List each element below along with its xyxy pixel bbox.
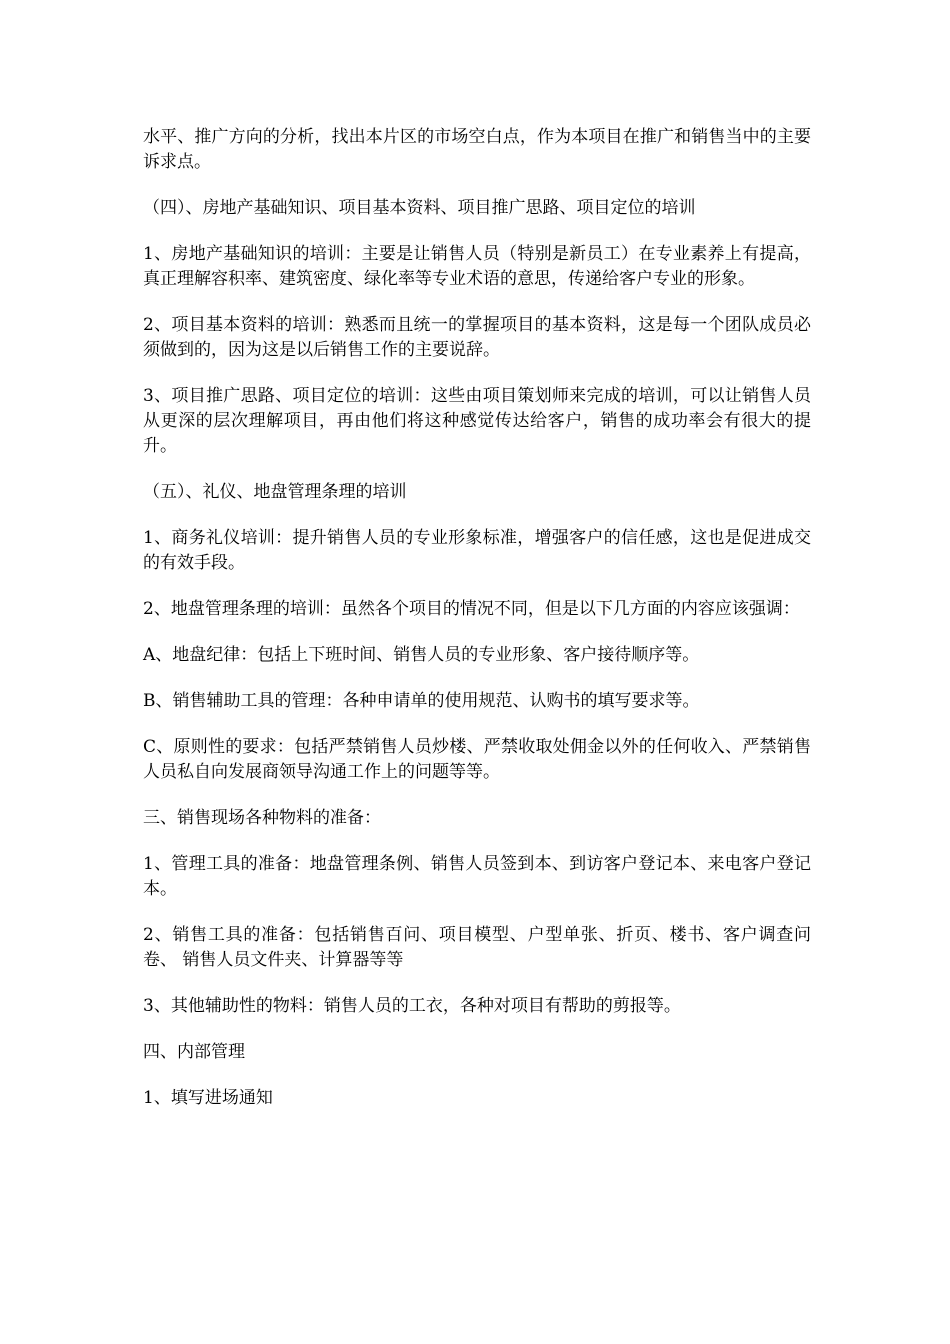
list-item-principle-requirements: C、原则性的要求：包括严禁销售人员炒楼、严禁收取处佣金以外的任何收入、严禁销售人员私自向发展商领导沟通工作上的问题等等。: [143, 737, 811, 782]
list-item-site-discipline: A、地盘纪律：包括上下班时间、销售人员的专业形象、客户接待顺序等。: [143, 645, 700, 665]
paragraph-real-estate-basics-training: 1、房地产基础知识的培训：主要是让销售人员（特别是新员工）在专业素养上有提高，真正理解容积率、建筑密度、绿化率等专业术语的意思，传递给客户专业的形象。: [143, 244, 811, 289]
paragraph-management-tools: 1、管理工具的准备：地盘管理条例、销售人员签到本、到访客户登记本、来电客户登记本。: [143, 854, 811, 899]
list-item-sales-tools-management: B、销售辅助工具的管理：各种申请单的使用规范、认购书的填写要求等。: [143, 691, 700, 711]
paragraph-auxiliary-materials: 3、其他辅助性的物料：销售人员的工衣，各种对项目有帮助的剪报等。: [143, 996, 681, 1016]
paragraph-project-info-training: 2、项目基本资料的培训：熟悉而且统一的掌握项目的基本资料，这是每一个团队成员必须做到的，因为这是以后销售工作的主要说辞。: [143, 315, 811, 360]
document-body: [143, 125, 811, 1132]
section-heading-5: （五）、礼仪、地盘管理条理的培训: [143, 482, 407, 502]
paragraph-site-management-training: 2、地盘管理条理的培训：虽然各个项目的情况不同，但是以下几方面的内容应该强调：: [143, 599, 800, 619]
section-heading-internal-management: 四、内部管理: [143, 1042, 245, 1062]
section-heading-4: （四）、房地产基础知识、项目基本资料、项目推广思路、项目定位的培训: [143, 198, 696, 218]
paragraph-sales-tools: 2、销售工具的准备：包括销售百问、项目模型、户型单张、折页、楼书、客户调查问卷、 销售人员文件夹、计算器等等: [143, 925, 811, 970]
paragraph-business-etiquette-training: 1、商务礼仪培训：提升销售人员的专业形象标准，增强客户的信任感，这也是促进成交的有效手段。: [143, 528, 811, 573]
section-heading-3: 三、销售现场各种物料的准备：: [143, 808, 381, 828]
paragraph-promotion-positioning-training: 3、项目推广思路、项目定位的培训：这些由项目策划师来完成的培训，可以让销售人员从更深的层次理解项目，再由他们将这种感觉传达给客户，销售的成功率会有很大的提升。: [143, 386, 811, 456]
paragraph-market-analysis-continued: 水平、推广方向的分析，找出本片区的市场空白点，作为本项目在推广和销售当中的主要诉求点。: [143, 127, 811, 172]
paragraph-entry-notice: 1、填写进场通知: [143, 1088, 273, 1108]
